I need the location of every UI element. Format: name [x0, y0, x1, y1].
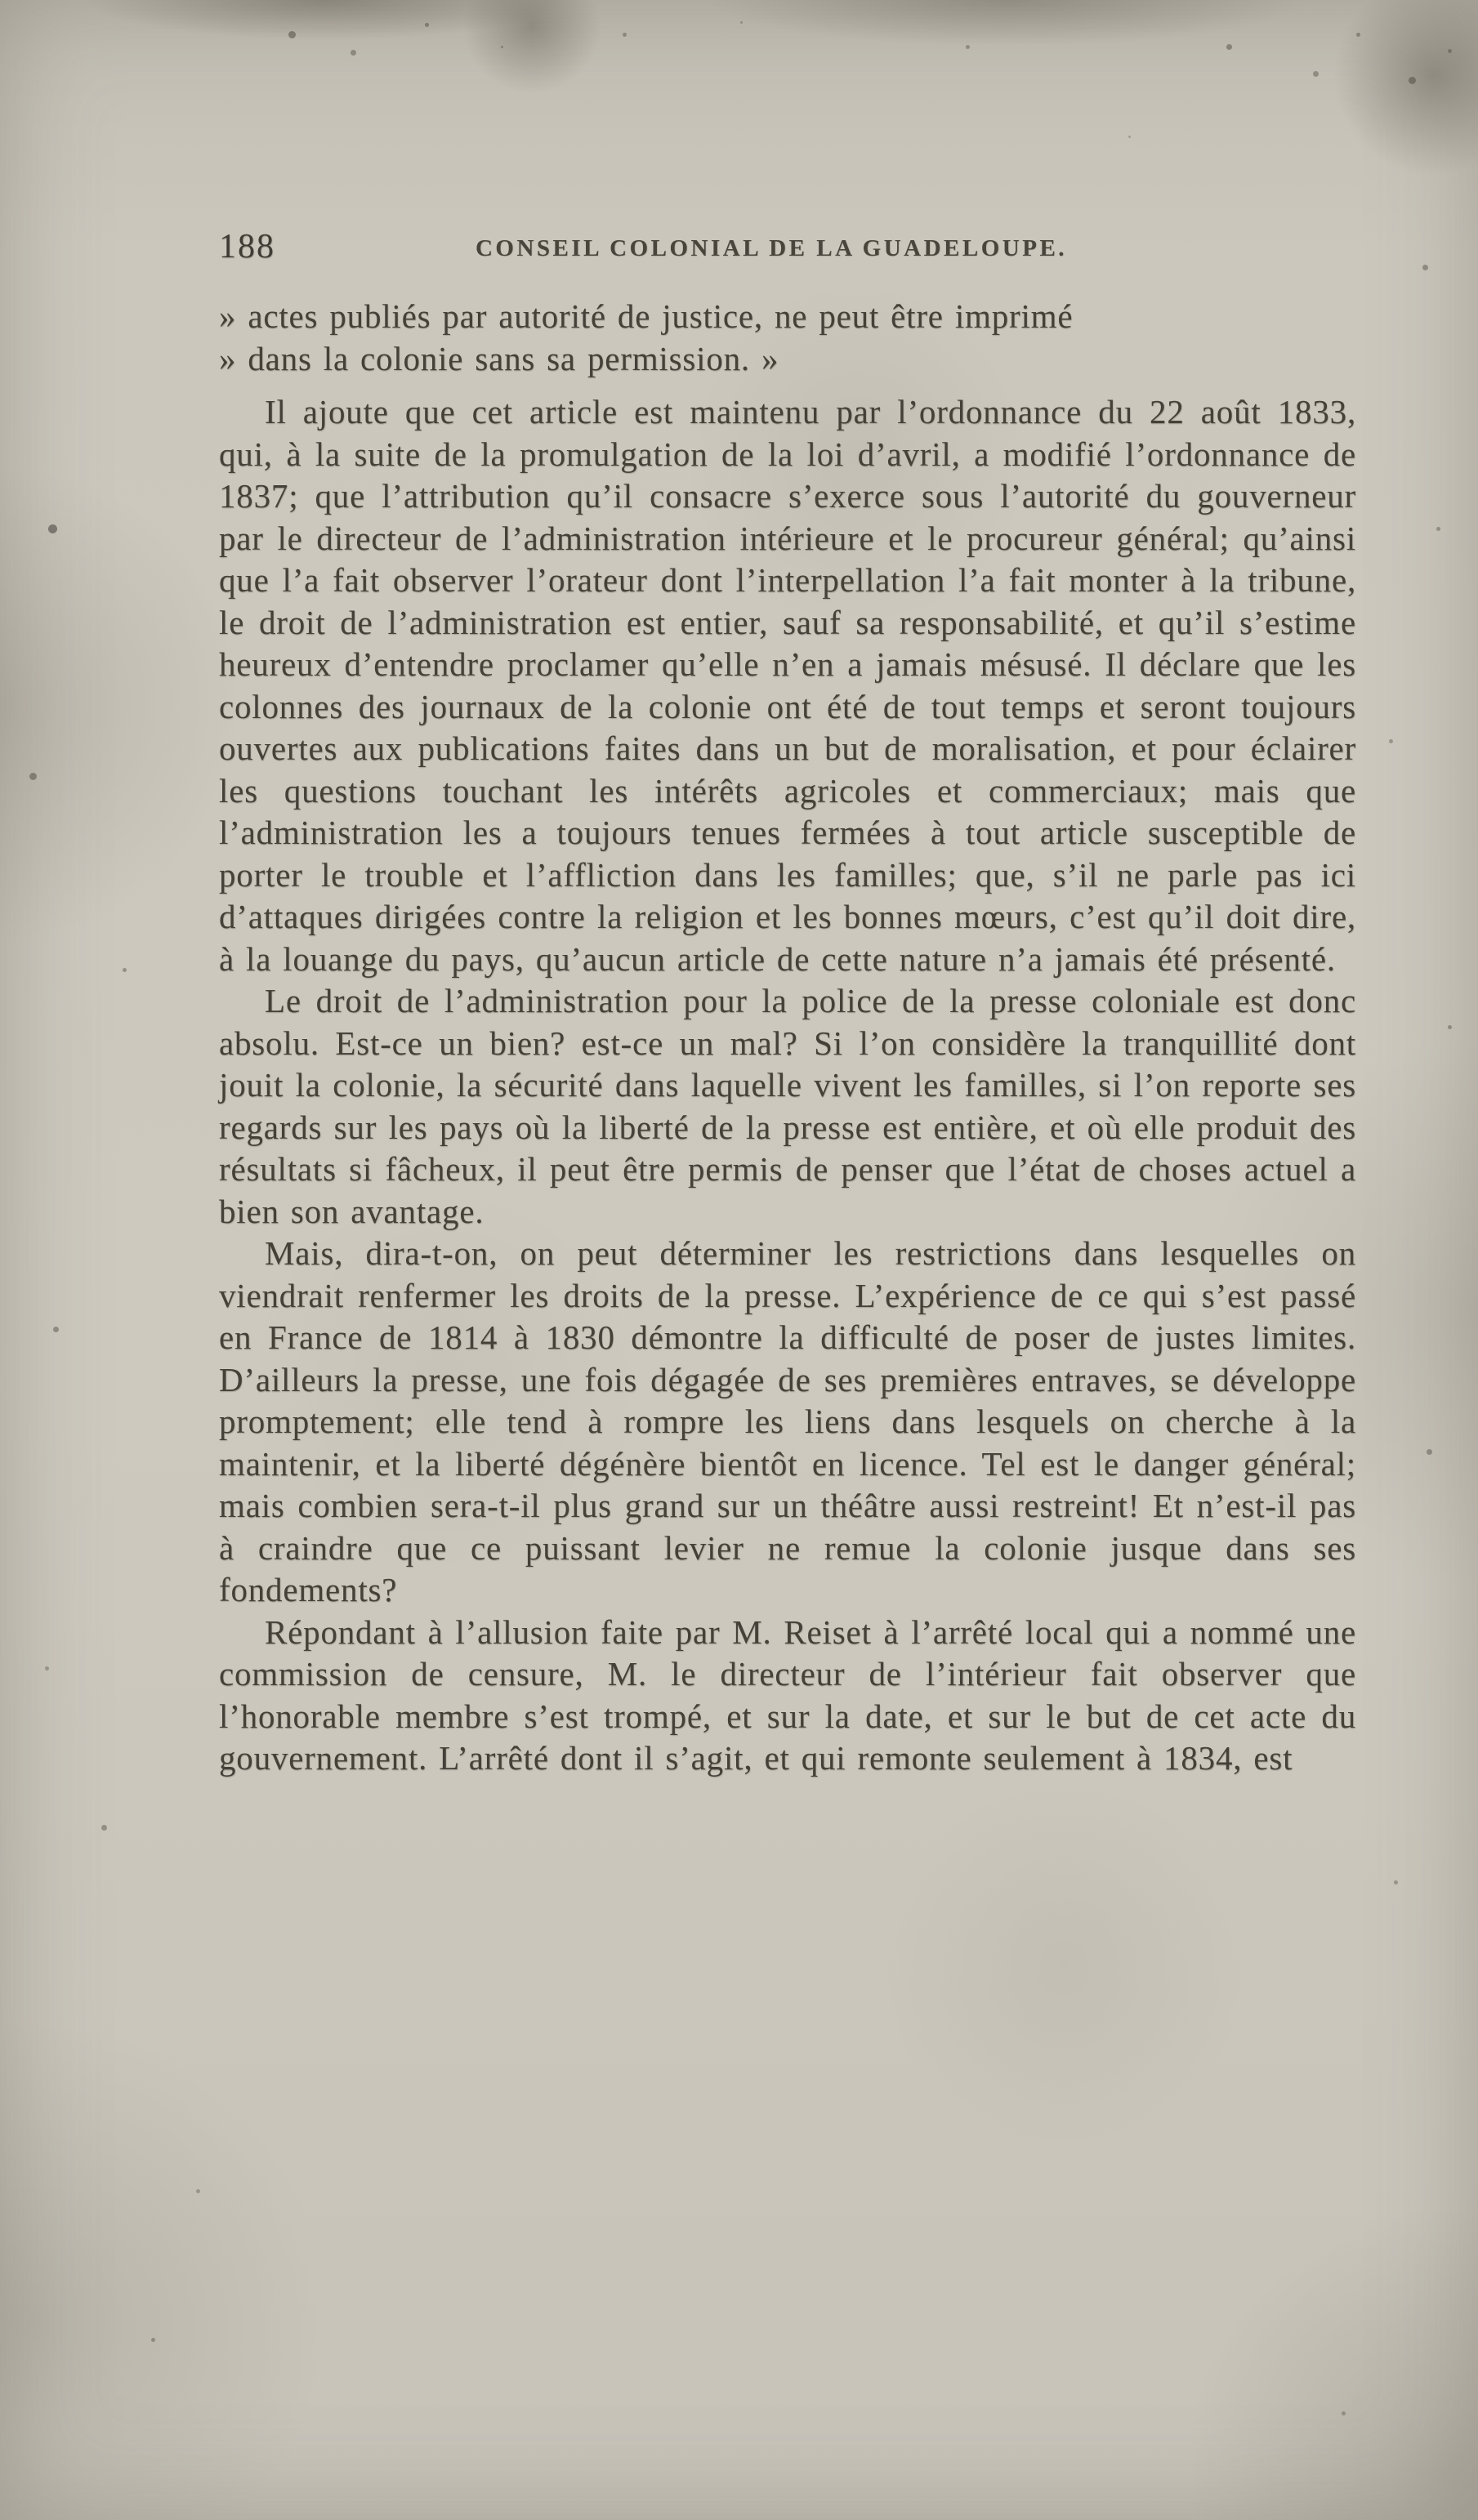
- paper-speckles: [0, 0, 4, 4]
- paragraph-4: Répondant à l’allusion faite par M. Reiset à l’arrêté local qui a nommé une commission de censure, M. le directeur de l’intérieur fait observer que l’honorable membre s’est trompé, et sur la date, et sur le but de cet acte du gouvernement. L’arrêté dont il s’agit, et qui remonte seulement à 1834, est: [219, 1612, 1356, 1777]
- running-title: CONSEIL COLONIAL DE LA GUADELOUPE.: [475, 235, 1068, 261]
- paragraph-3: Mais, dira-t-on, on peut déterminer les restrictions dans lesquelles on viendrait renfermer les droits de la presse. L’expérience de ce qui s’est passé en France de 1814 à 1830 démontre la difficulté de poser de justes limites. D’ailleurs la presse, une fois dégagée de ses premières entraves, se développe promptement; elle tend à rompre les liens dans lesquels on cherche à la maintenir, et la liberté dégénère bientôt en licence. Tel est le danger général; mais combien sera-t-il plus grand sur un théâtre aussi restreint! Et n’est-il pas à craindre que ce puissant levier ne remue la colonie jusque dans ses fondements?: [219, 1234, 1356, 1608]
- quote-line-2: » dans la colonie sans sa permission. »: [219, 339, 779, 377]
- page-header: [219, 227, 1356, 271]
- paragraph-1: Il ajoute que cet article est maintenu par l’ordonnance du 22 août 1833, qui, à la suite de la promulgation de la loi d’avril, a modifié l’ordonnance de 1837; que l’attribution qu’il consacre s’exerce sous l’autorité du gouverneur par le directeur de l’administration intérieure et le procureur général; qu’ainsi que l’a fait observer l’orateur dont l’interpellation l’a fait monter à la tribune, le droit de l’administration est entier, sauf sa responsabilité, et qu’il s’estime heureux d’entendre proclamer qu’elle n’en a jamais mésusé. Il déclare que les colonnes des journaux de la colonie ont été de tout temps et seront toujours ouvertes aux publications faites dans un but de moralisation, et pour éclairer les questions touchant les intérêts agricoles et commerciaux; mais que l’administration les a toujours tenues fermées à tout article susceptible de porter le trouble et l’affliction dans les familles; que, s’il ne parle pas ici d’attaques dirigées contre la religion et les bonnes mœurs, c’est qu’il doit dire, à la louange du pays, qu’aucun article de cette nature n’a jamais été présenté.: [219, 393, 1356, 978]
- paragraph-2: Le droit de l’administration pour la police de la presse coloniale est donc absolu. Est-ce un bien? est-ce un mal? Si l’on considère la tranquillité dont jouit la colonie, la sécurité dans laquelle vivent les familles, si l’on reporte ses regards sur les pays où la liberté de la presse est entière, et où elle produit des résultats si fâcheux, il peut être permis de penser que l’état de choses actuel a bien son avantage.: [219, 982, 1356, 1230]
- text-column: [219, 296, 1356, 1780]
- page-number: 188: [219, 228, 275, 265]
- quote-line-1: » actes publiés par autorité de justice, ne peut être imprimé: [219, 297, 1074, 335]
- quoted-passage: [219, 296, 1356, 380]
